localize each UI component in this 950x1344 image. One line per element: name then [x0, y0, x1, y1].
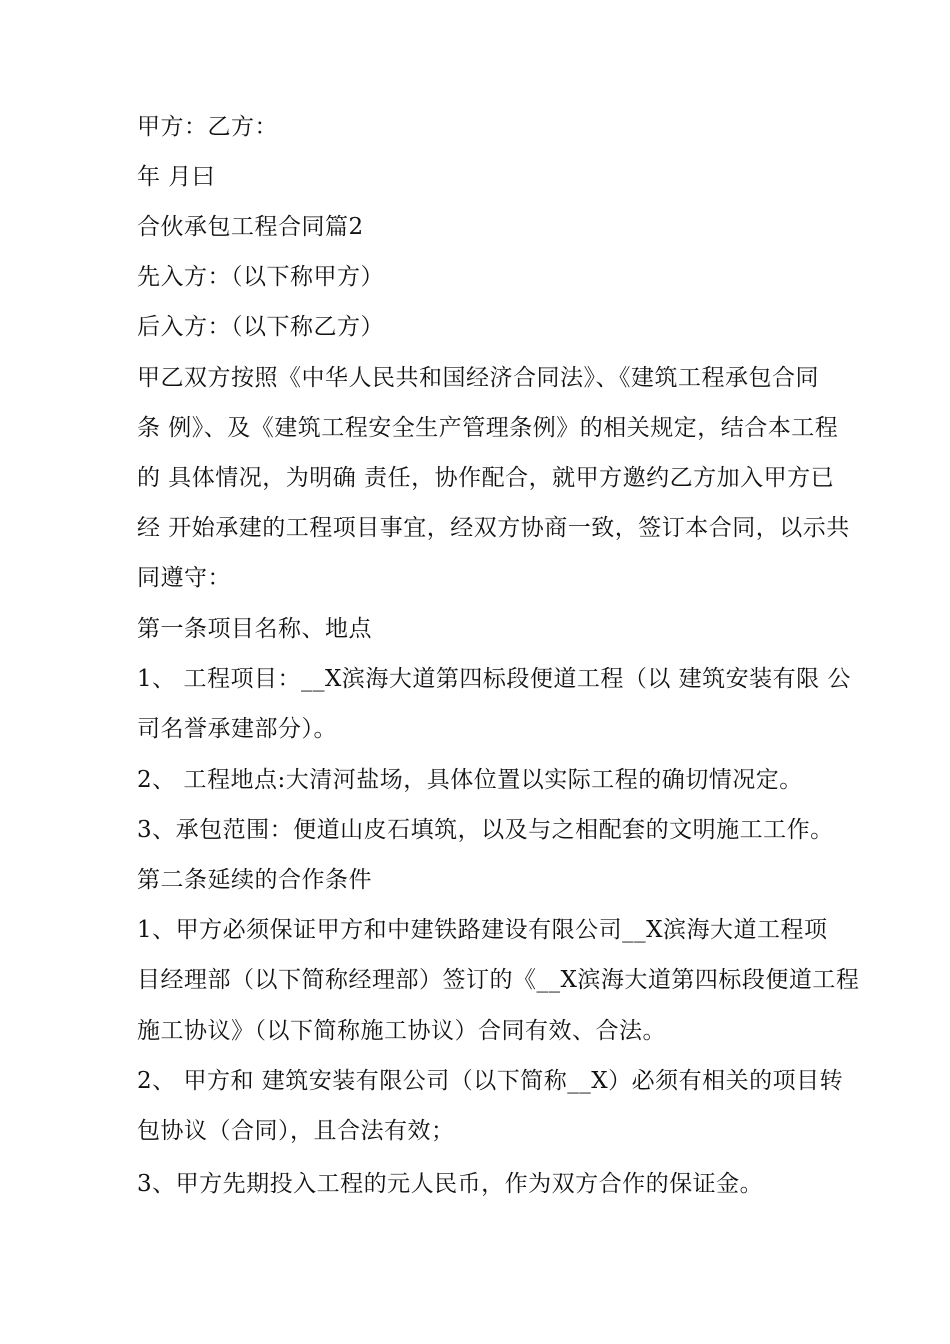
clause-line: 3、甲方先期投入工程的元人民币，作为双方合作的保证金。 [137, 1171, 764, 1197]
clause-line: 2、 甲方和 建筑安装有限公司（以下简称__X）必须有相关的项目转 [137, 1068, 844, 1094]
signature-line: 甲方：乙方： [137, 114, 278, 140]
article-heading: 第二条延续的合作条件 [137, 867, 372, 893]
preamble-line: 甲乙双方按照《中华人民共和国经济合同法》、《建筑工程承包合同 [137, 365, 819, 391]
date-line: 年 月曰 [137, 164, 216, 190]
clause-line: 3、承包范围：便道山皮石填筑，以及与之相配套的文明施工工作。 [137, 817, 834, 843]
section-title: 合伙承包工程合同篇2 [137, 214, 364, 240]
preamble-line: 的 具体情况，为明确 责任，协作配合，就甲方邀约乙方加入甲方已 [137, 465, 835, 491]
clause-line: 施工协议》（以下简称施工协议）合同有效、合法。 [137, 1018, 666, 1044]
clause-line: 包协议（合同），且合法有效； [137, 1118, 455, 1144]
preamble-line: 同遵守： [137, 565, 231, 591]
clause-line: 1、甲方必须保证甲方和中建铁路建设有限公司__X滨海大道工程项 [137, 917, 828, 943]
preamble-line: 经 开始承建的工程项目事宜，经双方协商一致，签订本合同，以示共 [137, 515, 850, 541]
clause-line: 司名誉承建部分）。 [137, 716, 337, 742]
clause-line: 目经理部（以下简称经理部）签订的《__X滨海大道第四标段便道工程 [137, 967, 860, 993]
clause-line: 1、 工程项目：__X滨海大道第四标段便道工程（以 建筑安装有限 公 [137, 666, 851, 692]
article-heading: 第一条项目名称、地点 [137, 616, 372, 642]
preamble-line: 条 例》、及《建筑工程安全生产管理条例》的相关规定，结合本工程 [137, 415, 839, 441]
party-a-line: 先入方：（以下称甲方） [137, 264, 384, 290]
party-b-line: 后入方：（以下称乙方） [137, 314, 384, 340]
clause-line: 2、 工程地点:大清河盐场，具体位置以实际工程的确切情况定。 [137, 767, 803, 793]
